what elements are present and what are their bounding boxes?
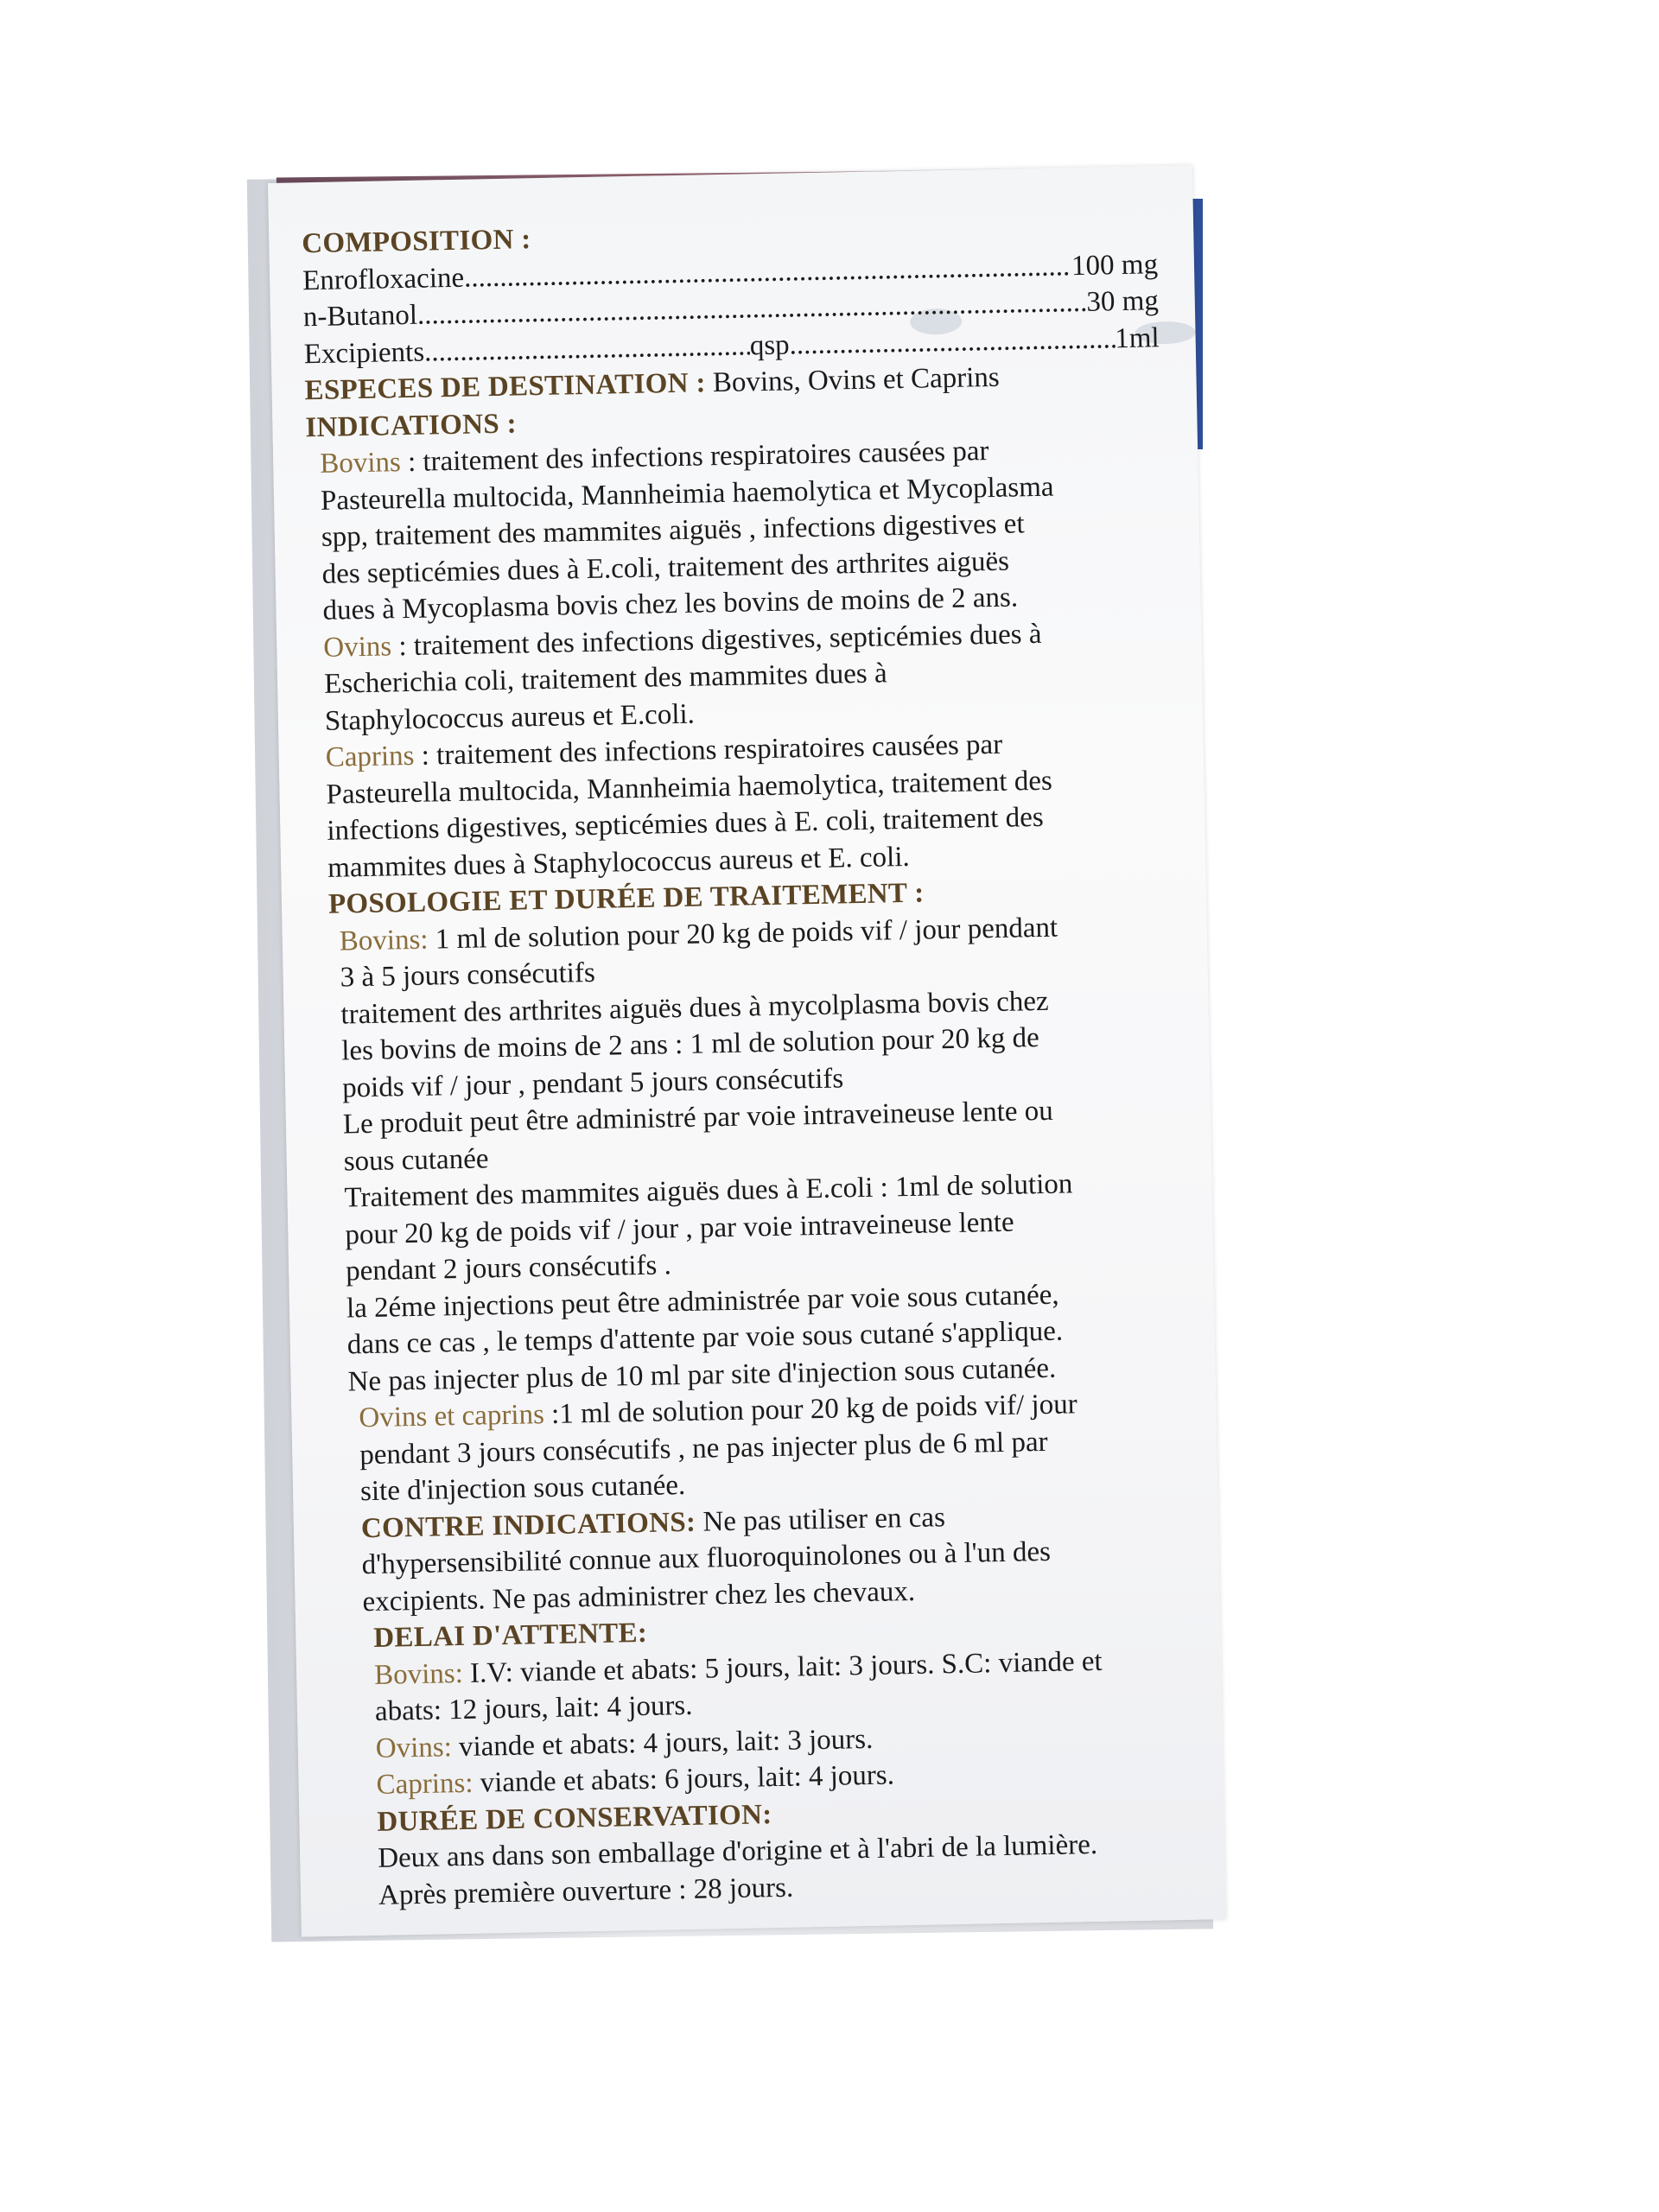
species-label: Ovins et caprins [359,1399,545,1434]
duree-conservation: DURÉE DE CONSERVATION: Deux ans dans son emballage d'origine et à l'abri de la lumière. Après première ouverture : 28 jours. [332,1788,1189,1914]
composition-heading: COMPOSITION : [302,224,531,260]
composition-row-enrofloxacine: Enrofloxacine ..... 100 mg [302,246,1159,299]
package-side-panel [268,165,1226,1936]
indications-heading: INDICATIONS : [305,408,518,443]
delai-attente: DELAI D'ATTENTE: Bovins: I.V: viande et abats: 5 jours, lait: 3 jours. S.C: viande et abats: 12 jours, lait: 4 jours. Ovins: viande et abats: 4 jours, lait: 3 jours. Caprins: viande et abats: 6 jours, lait: 4 jours. [328,1605,1187,1804]
contre-heading: CONTRE INDICATIONS: [360,1506,696,1544]
species-label: Bovins [319,447,402,480]
posologie-ovins-caprins: Ovins et caprins :1 ml de solution pour 20 kg de poids vif/ jour pendant 3 jours consécutifs , ne pas injecter plus de 6 ml par site d'injection sous cutanée. [359,1389,1077,1508]
conservation-heading: DURÉE DE CONSERVATION: [377,1798,772,1838]
species-label: Caprins: [376,1767,474,1801]
posologie-bovins: Bovins: 1 ml de solution pour 20 kg de poids vif / jour pendant 3 à 5 jours consécutifs traitement des arthrites aiguës dues à mycolplasma bovis chez les bovins de moins de 2 ans : 1 ml de solution pour 20 kg de poids vif / jour , pendant 5 jours consécutifs Le produit peut être administré par voie intraveineuse lente ou sous cutanée Traitement des mammites aiguës dues à E.coli : 1ml de solution pour 20 kg de poids vif / jour , par voie intraveineuse lente pendant 2 jours consécutifs . la 2éme injections peut être administrée par voie sous cutanée, dans ce cas , le temps d'attente par voie sous cutané s'applique. Ne pas injecter plus de 10 ml par site d'injection sous cutanée. [339,912,1073,1397]
product-label-text [302,209,1189,1915]
posologie-heading: POSOLOGIE ET DURÉE DE TRAITEMENT : [327,877,925,920]
indications-ovins: Ovins : traitement des infections digestives, septicémies dues à Escherichia coli, traitement des mammites dues à Staphylococcus aureus et E.coli. [322,618,1042,737]
species-label: Bovins: [373,1657,464,1691]
contre-indications: CONTRE INDICATIONS: Ne pas utiliser en cas d'hypersensibilité connue aux fluoroquinolones ou à l'un des excipients. Ne pas administrer chez les chevaux. [360,1501,1052,1618]
especes-heading: ESPECES DE DESTINATION : [304,367,707,407]
species-label: Caprins [325,740,415,773]
species-label: Bovins: [339,924,429,957]
species-label: Ovins: [375,1731,453,1764]
composition-row-excipients: Excipients ..... qsp ..... 1ml [303,320,1160,372]
species-label: Ovins [322,630,392,664]
composition-row-butanol: n-Butanol ..... 30 mg [303,283,1160,335]
indications-caprins: Caprins : traitement des infections respiratoires causées par Pasteurella multocida, Mannheimia haemolytica, traitement des infections digestives, septicémies dues à E. coli, traitement des mammites dues à Staphylococcus aureus et E. coli. [325,728,1053,884]
delai-heading: DELAI D'ATTENTE: [373,1617,648,1654]
especes-line: ESPECES DE DESTINATION : Bovins, Ovins et Caprins [304,361,1001,407]
indications-bovins: Bovins : traitement des infections respiratoires causées par Pasteurella multocida, Mannheimia haemolytica et Mycoplasma spp, traitement des mammites aiguës , infections digestives et des septicémies dues à E.coli, traitement des arthrites aiguës dues à Mycoplasma bovis chez les bovins de moins de 2 ans. [319,435,1054,626]
